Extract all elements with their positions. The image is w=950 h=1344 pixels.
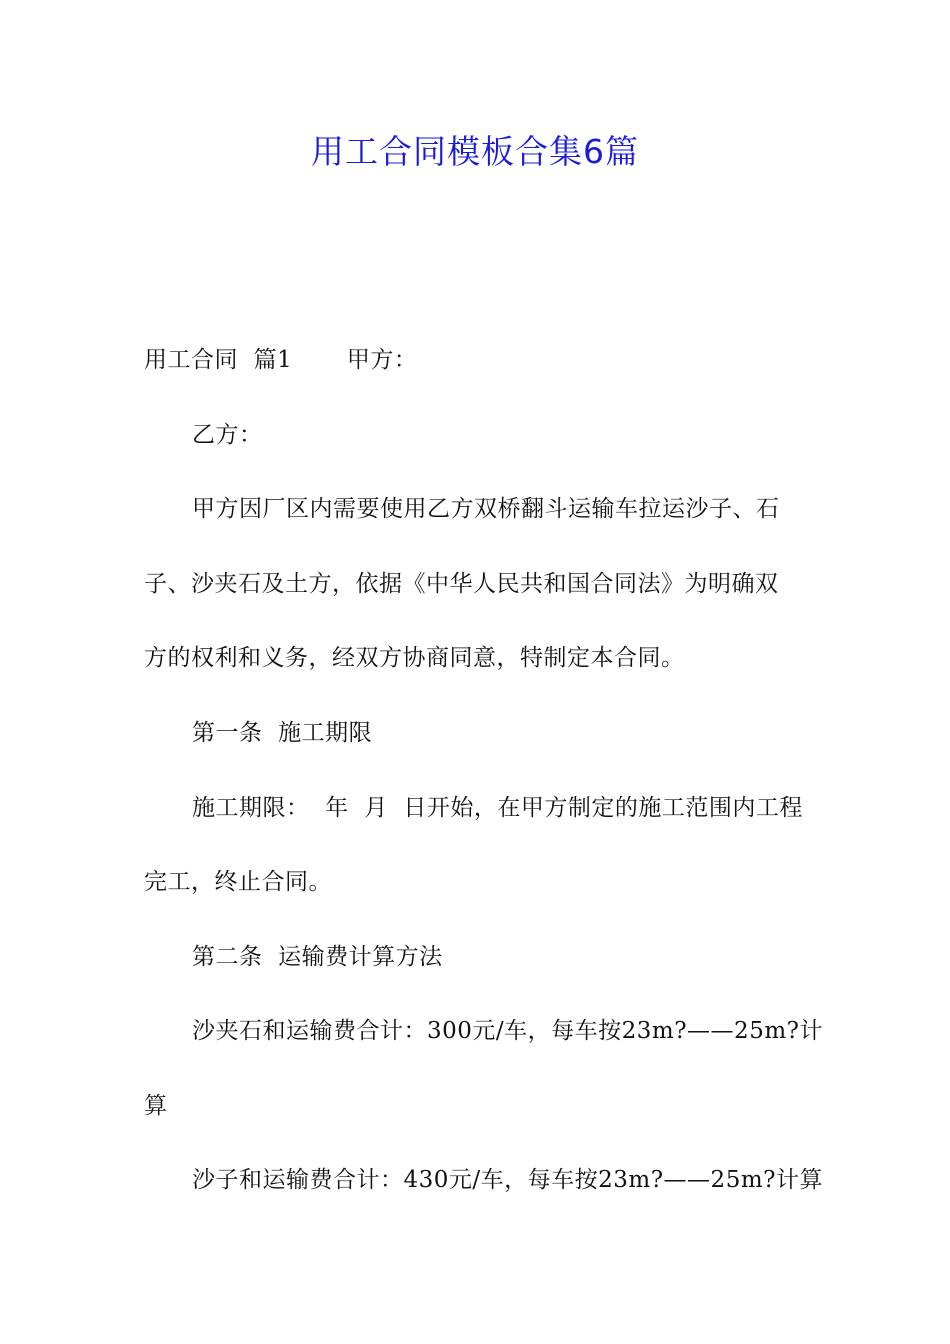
text-line: 甲方因厂区内需要使用乙方双桥翻斗运输车拉运沙子、石 (192, 496, 780, 522)
document-title: 用工合同模板合集6篇 (311, 132, 639, 171)
text-line: 子、沙夹石及土方，依据《中华人民共和国合同法》为明确双 (144, 571, 779, 597)
article-heading: 第一条 施工期限 (192, 720, 373, 746)
text-line: 沙夹石和运输费合计：300元/车，每车按23m?——25m?计 (192, 1018, 823, 1044)
text-line: 施工期限： 年 月 日开始，在甲方制定的施工范围内工程 (192, 795, 803, 821)
text-line: 沙子和运输费合计：430元/车，每车按23m?——25m?计算 (192, 1167, 823, 1193)
text-line-heading: 用工合同 篇1 甲方： (144, 347, 418, 373)
article-heading: 第二条 运输费计算方法 (192, 944, 443, 970)
text-line-party-b: 乙方： (192, 422, 263, 448)
text-line: 算 (144, 1093, 168, 1119)
text-line: 完工，终止合同。 (144, 869, 332, 895)
text-line: 方的权利和义务，经双方协商同意，特制定本合同。 (144, 645, 685, 671)
